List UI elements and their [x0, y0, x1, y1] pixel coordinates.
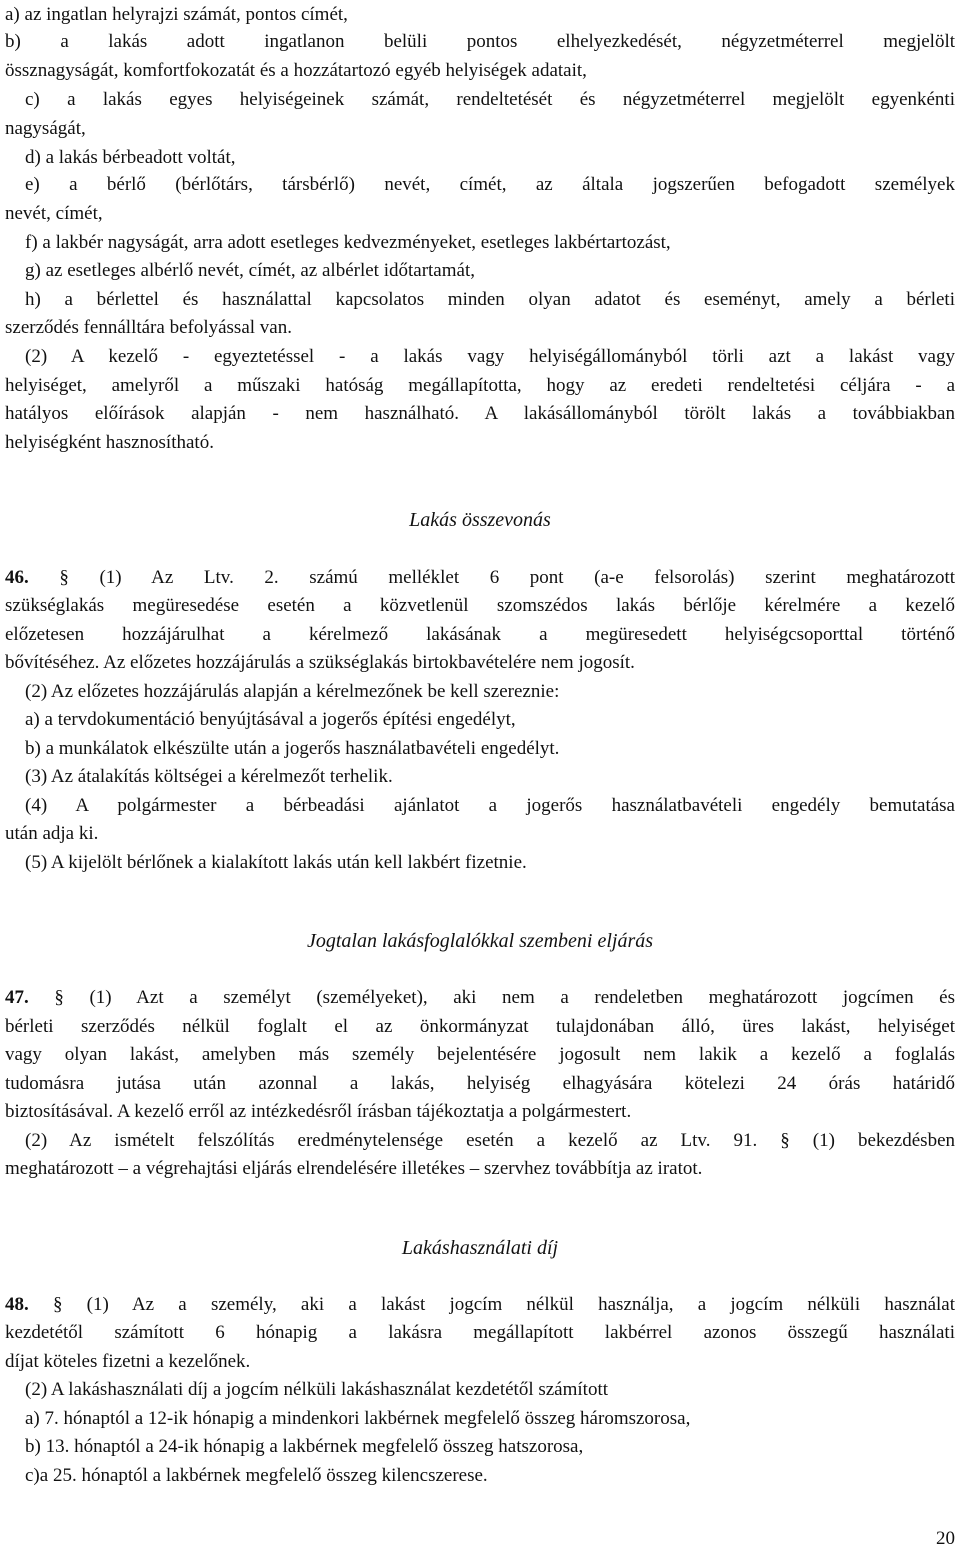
paragraph-line	[25, 1126, 955, 1155]
paragraph-line: biztosításával. A kezelő erről az intézkedésről írásban tájékoztatja a polgármestert.	[5, 1101, 632, 1122]
paragraph-line: (3) Az átalakítás költségei a kérelmezőt terhelik.	[25, 766, 393, 787]
paragraph-line: meghatározott – a végrehajtási eljárás elrendelésére illetékes – szervhez továbbítja az iratot.	[5, 1158, 703, 1179]
paragraph-line: (5) A kijelölt bérlőnek a kialakított lakás után kell lakbért fizetnie.	[25, 852, 527, 873]
section-heading: Lakáshasználati díj	[401, 1237, 559, 1259]
list-item: a) a tervdokumentáció benyújtásával a jogerős építési engedélyt,	[25, 709, 516, 730]
list-item: b) a lakás adott ingatlanon belüli pontos elhelyezkedését, négyzetméterrel megjelölt	[5, 31, 955, 52]
paragraph-line: hatályos előírások alapján - nem használható. A lakásállományból törölt lakás a továbbiakban	[5, 403, 955, 424]
paragraph-line: (2) A kezelő - egyeztetéssel - a lakás vagy helyiségállományból törli azt a lakást vagy	[25, 346, 955, 367]
section-sign: §	[59, 567, 69, 588]
section-number: 47.	[5, 987, 29, 1008]
section-sign: §	[52, 1294, 63, 1315]
text-line: nagyságát,	[5, 118, 86, 139]
section-text: (1) Az Ltv. 2. számú melléklet 6 pont (a-e felsorolás) szerint meghatározott	[68, 567, 955, 588]
text-line: szerződés fennálltára befolyással van.	[5, 317, 292, 338]
text-line: össznagyságát, komfortfokozatát és a hozzátartozó egyéb helyiségek adatait,	[5, 60, 587, 81]
list-item: c)a 25. hónaptól a lakbérnek megfelelő összeg kilencszerese.	[25, 1465, 488, 1486]
page-number: 20	[936, 1528, 955, 1549]
section-first-line	[5, 983, 955, 1012]
section-heading: Jogtalan lakásfoglalókkal szembeni eljárás	[306, 930, 654, 952]
section-text: (1) Azt a személyt (személyeket), aki nem a rendeletben meghatározott jogcímen és	[63, 987, 955, 1008]
paragraph-line: kezdetétől számított 6 hónapig a lakásra megállapított lakbérrel azonos összegű használati	[5, 1322, 955, 1343]
list-item: h) a bérlettel és használattal kapcsolatos minden olyan adatot és eseményt, amely a bérleti	[25, 289, 955, 310]
section-first-line	[5, 563, 955, 592]
section-heading: Lakás összevonás	[409, 509, 551, 531]
paragraph-line: szükséglakás megüresedése esetén a közvetlenül szomszédos lakás bérlője kérelmére a kezelő	[5, 595, 955, 616]
list-item: e) a bérlő (bérlőtárs, társbérlő) nevét, címét, az általa jogszerűen befogadott személyek	[25, 174, 955, 195]
list-item: a) 7. hónaptól a 12-ik hónapig a mindenkori lakbérnek megfelelő összeg háromszorosa,	[25, 1408, 691, 1429]
paragraph-line: tudomásra jutása után azonnal a lakás, helyiség elhagyására kötelezi 24 órás határidő	[5, 1073, 955, 1094]
section-first-line	[5, 1290, 955, 1319]
section-number: 48.	[5, 1294, 29, 1315]
paragraph-line: helyiségként hasznosítható.	[5, 432, 214, 453]
paragraph-text: (2) Az ismételt felszólítás eredménytelensége esetén a kezelő az Ltv. 91.	[25, 1130, 758, 1151]
section-sign: §	[54, 987, 64, 1008]
paragraph-line: (4) A polgármester a bérbeadási ajánlatot a jogerős használatbavételi engedély bemutatása	[25, 795, 955, 816]
paragraph-line: díjat köteles fizetni a kezelőnek.	[5, 1351, 251, 1372]
paragraph-line: vagy olyan lakást, amelyben más személy bejelentésére jogosult nem lakik a kezelő a foglalás	[5, 1044, 955, 1065]
text-line: nevét, címét,	[5, 203, 103, 224]
section-text: (1) Az a személy, aki a lakást jogcím nélkül használja, a jogcím nélküli használat	[62, 1294, 955, 1315]
list-item: b) 13. hónaptól a 24-ik hónapig a lakbérnek megfelelő összeg hatszorosa,	[25, 1436, 584, 1457]
paragraph-line: helyiséget, amelyről a műszaki hatóság megállapította, hogy az eredeti rendeltetési céljára - a	[5, 375, 955, 396]
list-item: d) a lakás bérbeadott voltát,	[25, 147, 236, 168]
section-sign: §	[780, 1130, 790, 1151]
list-item: b) a munkálatok elkészülte után a jogerős használatbavételi engedélyt.	[25, 738, 560, 759]
section-number: 46.	[5, 567, 29, 588]
paragraph-line: (2) Az előzetes hozzájárulás alapján a kérelmezőnek be kell szereznie:	[25, 681, 560, 702]
paragraph-text: (1) bekezdésben	[789, 1130, 955, 1151]
list-item: a) az ingatlan helyrajzi számát, pontos címét,	[5, 4, 348, 25]
paragraph-line: bérleti szerződés nélkül foglalt el az önkormányzat tulajdonában álló, üres lakást, helyiséget	[5, 1016, 955, 1037]
paragraph-line: (2) A lakáshasználati díj a jogcím nélküli lakáshasználat kezdetétől számított	[25, 1379, 609, 1400]
paragraph-line: bővítéséhez. Az előzetes hozzájárulás a szükséglakás birtokbavételére nem jogosít.	[5, 652, 635, 673]
list-item: g) az esetleges albérlő nevét, címét, az albérlet időtartamát,	[25, 260, 475, 281]
paragraph-line: után adja ki.	[5, 823, 99, 844]
list-item: c) a lakás egyes helyiségeinek számát, rendeltetését és négyzetméterrel megjelölt egyenkénti	[25, 89, 955, 110]
paragraph-line: előzetesen hozzájárulhat a kérelmező lakásának a megüresedett helyiségcsoporttal történő	[5, 624, 955, 645]
list-item: f) a lakbér nagyságát, arra adott esetleges kedvezményeket, esetleges lakbértartozást,	[25, 232, 671, 253]
